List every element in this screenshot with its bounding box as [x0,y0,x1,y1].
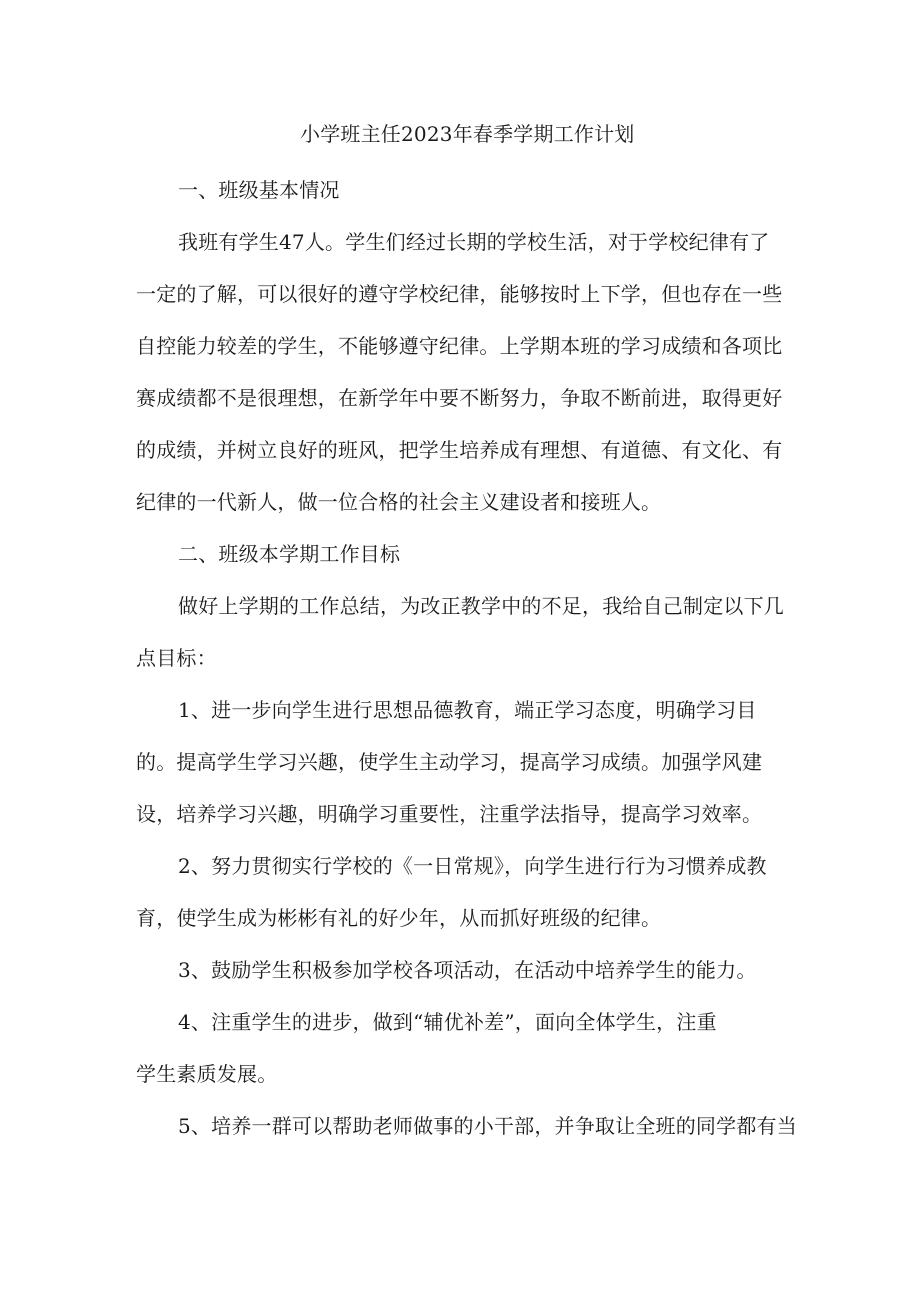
section-heading-1: 一、班级基本情况 [178,178,340,202]
list-item-line: 育，使学生成为彬彬有礼的好少年，从而抓好班级的纪律。 [136,906,662,930]
section-heading-2: 二、班级本学期工作目标 [178,542,401,566]
list-item-line: 1、进一步向学生进行思想品德教育，端正学习态度，明确学习目 [178,698,757,722]
list-item-line: 设，培养学习兴趣，明确学习重要性，注重学法指导，提高学习效率。 [136,802,763,826]
paragraph-line: 做好上学期的工作总结，为改正教学中的不足，我给自己制定以下几 [178,594,784,618]
list-item-line: 2、努力贯彻实行学校的《一日常规》，向学生进行行为习惯养成教 [178,854,767,878]
paragraph-line: 的成绩，并树立良好的班风，把学生培养成有理想、有道德、有文化、有 [136,438,783,462]
list-item-line: 的。提高学生学习兴趣，使学生主动学习，提高学习成绩。加强学风建 [136,750,763,774]
paragraph-line: 纪律的一代新人，做一位合格的社会主义建设者和接班人。 [136,490,662,514]
paragraph-line: 自控能力较差的学生，不能够遵守纪律。上学期本班的学习成绩和各项比 [136,334,783,358]
list-item-line: 3、鼓励学生积极参加学校各项活动，在活动中培养学生的能力。 [178,958,757,982]
list-item-line: 4、注重学生的进步，做到“辅优补差”，面向全体学生，注重 [178,1010,717,1034]
paragraph-line: 一定的了解，可以很好的遵守学校纪律，能够按时上下学，但也存在一些 [136,282,783,306]
paragraph-line: 赛成绩都不是很理想，在新学年中要不断努力，争取不断前进，取得更好 [136,386,783,410]
paragraph-line: 我班有学生47人。学生们经过长期的学校生活，对于学校纪律有了 [178,230,770,254]
page-title: 小学班主任2023年春季学期工作计划 [300,122,635,146]
list-item-line: 5、培养一群可以帮助老师做事的小干部，并争取让全班的同学都有当 [178,1114,797,1138]
list-item-line: 学生素质发展。 [136,1062,278,1086]
paragraph-line: 点目标： [136,646,217,670]
